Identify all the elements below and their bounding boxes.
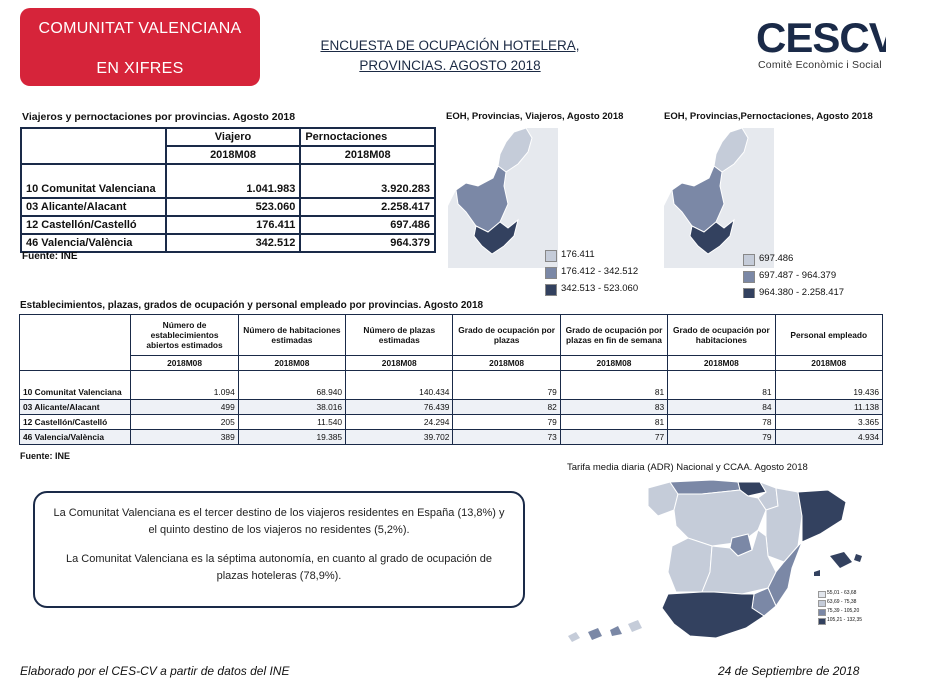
canarias-island — [610, 626, 622, 636]
table2-spacer — [668, 371, 775, 386]
table1-spacer — [21, 164, 166, 181]
map3-title: Tarifa media diaria (ADR) Nacional y CCAA. Agosto 2018 — [567, 462, 808, 473]
viajero-value: 523.060 — [166, 198, 301, 216]
pernoct-value: 697.486 — [300, 216, 435, 234]
legend-swatch — [818, 609, 826, 616]
legend-label: 342.513 - 523.060 — [561, 283, 639, 294]
viajero-value: 342.512 — [166, 234, 301, 252]
baleares-mallorca — [830, 552, 852, 568]
legend-label: 176.411 — [561, 249, 595, 260]
cell-value: 4.934 — [775, 430, 882, 445]
pernoct-value: 2.258.417 — [300, 198, 435, 216]
map2-title: EOH, Provincias,Pernoctaciones, Agosto 2018 — [664, 111, 873, 122]
legend-swatch — [818, 618, 826, 625]
canarias-island — [588, 628, 602, 640]
legend-label: 105,21 - 132,35 — [827, 617, 863, 623]
legend-label: 697.487 - 964.379 — [759, 270, 837, 281]
cell-value: 205 — [131, 415, 238, 430]
cell-value: 39.702 — [346, 430, 453, 445]
table-row — [21, 198, 435, 216]
table2-spacer — [346, 371, 453, 386]
table2-spacer — [131, 371, 238, 386]
canarias-island — [628, 620, 642, 632]
row-label: 10 Comunitat Valenciana — [20, 385, 131, 400]
table2-spacer — [238, 371, 345, 386]
cell-value: 24.294 — [346, 415, 453, 430]
table2-col-header: Número de habitaciones estimadas — [238, 315, 345, 356]
cell-value: 81 — [668, 385, 775, 400]
callout-paragraph-1: La Comunitat Valenciana es el tercer destino de los viajeros residentes en España (13,8%) y el quinto destino de los viajeros no residentes (5,2%). — [53, 507, 505, 536]
cell-value: 19.436 — [775, 385, 882, 400]
legend-swatch — [818, 600, 826, 607]
row-label: 12 Castellón/Castelló — [20, 415, 131, 430]
row-label: 46 Valencia/València — [21, 234, 166, 252]
table2-col-header: Grado de ocupación por habitaciones — [668, 315, 775, 356]
cell-value: 82 — [453, 400, 560, 415]
map1-valencia-provinces — [448, 128, 558, 268]
cell-value: 11.138 — [775, 400, 882, 415]
table2-spacer — [453, 371, 560, 386]
pernoct-value: 3.920.283 — [300, 181, 435, 198]
table1-spacer — [166, 164, 301, 181]
table2-col-header: Grado de ocupación por plazas en fin de semana — [560, 315, 667, 356]
legend-label: 75,39 - 105,20 — [827, 608, 860, 614]
map2-valencia-provinces — [664, 128, 774, 268]
cell-value: 79 — [453, 415, 560, 430]
legend-label: 697.486 — [759, 253, 794, 264]
cell-value: 1.094 — [131, 385, 238, 400]
table-row — [20, 430, 883, 445]
map3-legend — [818, 590, 888, 628]
table1-col-pernoct: Pernoctaciones — [300, 128, 435, 146]
legend-swatch — [743, 288, 755, 298]
cell-value: 81 — [560, 385, 667, 400]
region-badge — [20, 8, 260, 86]
table-row — [21, 181, 435, 198]
cell-value: 76.439 — [346, 400, 453, 415]
table2-col-header: Grado de ocupación por plazas — [453, 315, 560, 356]
svg-text:CESCV: CESCV — [756, 14, 886, 58]
table1-corner — [21, 128, 166, 164]
travellers-table — [20, 127, 436, 253]
cell-value: 140.434 — [346, 385, 453, 400]
table2-col-header: Número de establecimientos abiertos estimados — [131, 315, 238, 356]
legend-swatch — [545, 250, 557, 262]
table2-source: Fuente: INE — [20, 451, 71, 461]
cell-value: 38.016 — [238, 400, 345, 415]
table2-caption: Establecimientos, plazas, grados de ocupación y personal empleado por provincias. Agosto 2018 — [20, 300, 484, 311]
legend-swatch — [545, 284, 557, 296]
page-title — [300, 36, 600, 76]
map1-legend — [545, 248, 675, 298]
table2-period: 2018M08 — [346, 356, 453, 371]
table-row — [21, 234, 435, 252]
title-line1: ENCUESTA DE OCUPACIÓN HOTELERA, — [320, 38, 580, 53]
table2-period: 2018M08 — [668, 356, 775, 371]
cell-value: 79 — [668, 430, 775, 445]
cataluna-region — [798, 490, 846, 542]
table2-period: 2018M08 — [560, 356, 667, 371]
establishments-table — [19, 314, 883, 445]
cell-value: 73 — [453, 430, 560, 445]
table1-col-viajero: Viajero — [166, 128, 301, 146]
cell-value: 68.940 — [238, 385, 345, 400]
table-row — [21, 216, 435, 234]
legend-swatch — [818, 591, 826, 598]
pernoct-value: 964.379 — [300, 234, 435, 252]
table2-period: 2018M08 — [238, 356, 345, 371]
baleares-menorca — [854, 554, 862, 562]
andalucia-region — [662, 592, 764, 638]
table1-period: 2018M08 — [166, 146, 301, 164]
footer-credit: Elaborado por el CES-CV a partir de datos del INE — [20, 664, 290, 678]
table2-period: 2018M08 — [131, 356, 238, 371]
row-label: 03 Alicante/Alacant — [20, 400, 131, 415]
cell-value: 81 — [560, 415, 667, 430]
cell-value: 84 — [668, 400, 775, 415]
cell-value: 83 — [560, 400, 667, 415]
table1-source: Fuente: INE — [22, 251, 78, 262]
table2-spacer — [20, 371, 131, 386]
title-line2: PROVINCIAS. AGOSTO 2018 — [359, 58, 541, 73]
table2-spacer — [775, 371, 882, 386]
cell-value: 3.365 — [775, 415, 882, 430]
cell-value: 79 — [453, 385, 560, 400]
viajero-value: 176.411 — [166, 216, 301, 234]
table2-period: 2018M08 — [775, 356, 882, 371]
cell-value: 389 — [131, 430, 238, 445]
table1-period: 2018M08 — [300, 146, 435, 164]
table2-corner — [20, 315, 131, 371]
table-row — [20, 415, 883, 430]
row-label: 46 Valencia/València — [20, 430, 131, 445]
table2-col-header: Número de plazas estimadas — [346, 315, 453, 356]
canarias-island — [568, 632, 580, 642]
legend-label: 55,01 - 63,68 — [827, 590, 857, 596]
table-row — [20, 400, 883, 415]
footer-date: 24 de Septiembre de 2018 — [718, 664, 860, 678]
logo-subtitle: Comitè Econòmic i Social — [758, 59, 882, 71]
cell-value: 77 — [560, 430, 667, 445]
legend-label: 63,69 - 75,38 — [827, 599, 857, 605]
cescv-logo — [756, 14, 886, 74]
highlights-callout — [33, 491, 525, 608]
cell-value: 499 — [131, 400, 238, 415]
legend-swatch — [545, 267, 557, 279]
legend-label: 964.380 - 2.258.417 — [759, 287, 845, 298]
map2-legend — [743, 252, 883, 298]
cell-value: 19.385 — [238, 430, 345, 445]
row-label: 10 Comunitat Valenciana — [21, 181, 166, 198]
cell-value: 11.540 — [238, 415, 345, 430]
row-label: 12 Castellón/Castelló — [21, 216, 166, 234]
table2-period: 2018M08 — [453, 356, 560, 371]
badge-line1: COMUNITAT VALENCIANA — [38, 20, 242, 37]
baleares-ibiza — [814, 570, 820, 576]
callout-paragraph-2: La Comunitat Valenciana es la séptima autonomía, en cuanto al grado de ocupación de plazas hoteleras (78,9%). — [65, 553, 493, 582]
table1-spacer — [300, 164, 435, 181]
table2-col-header: Personal empleado — [775, 315, 882, 356]
viajero-value: 1.041.983 — [166, 181, 301, 198]
legend-label: 176.412 - 342.512 — [561, 266, 639, 277]
badge-line2: EN XIFRES — [96, 60, 184, 77]
logo-mark-icon — [756, 14, 886, 58]
legend-swatch — [743, 254, 755, 266]
legend-swatch — [743, 271, 755, 283]
table1-caption: Viajeros y pernoctaciones por provincias. Agosto 2018 — [22, 111, 296, 123]
table2-spacer — [560, 371, 667, 386]
map1-title: EOH, Provincias, Viajeros, Agosto 2018 — [446, 111, 624, 122]
cell-value: 78 — [668, 415, 775, 430]
table-row — [20, 385, 883, 400]
row-label: 03 Alicante/Alacant — [21, 198, 166, 216]
